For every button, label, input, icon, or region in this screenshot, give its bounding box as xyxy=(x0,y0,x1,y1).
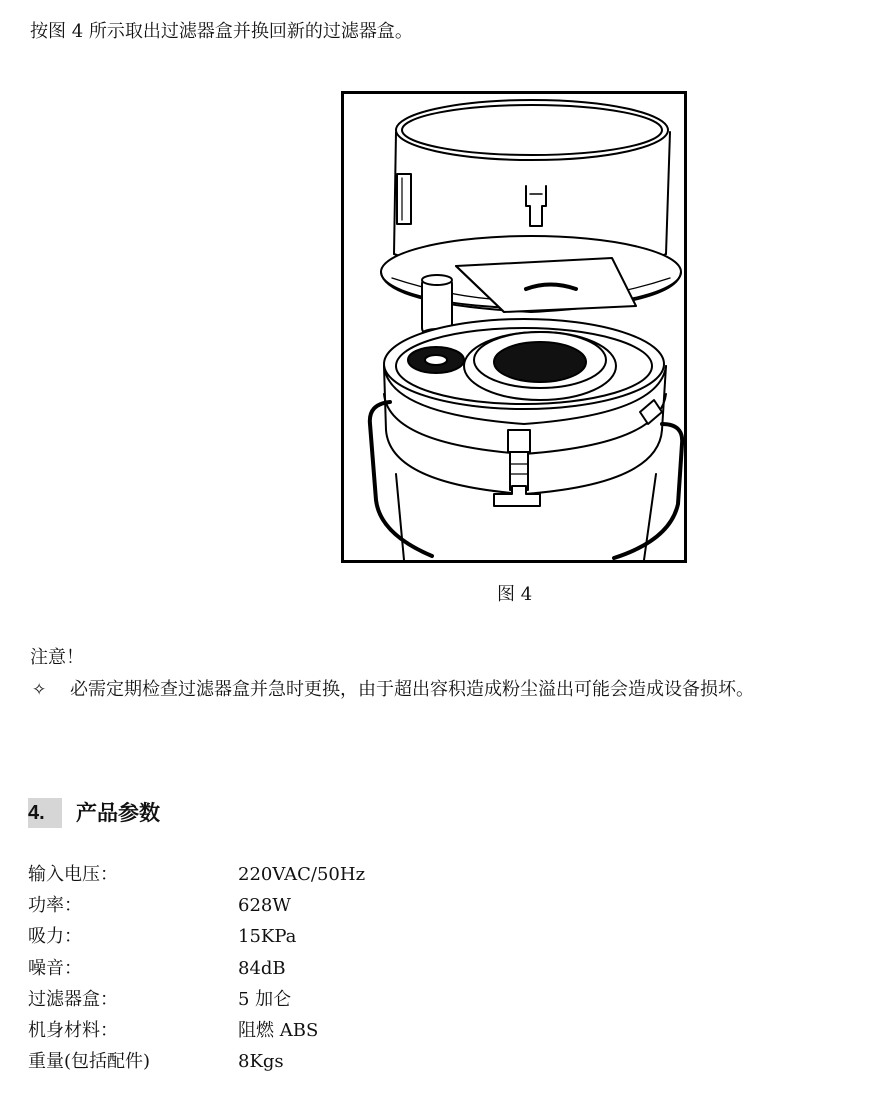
spec-label: 机身材料： xyxy=(28,1019,118,1041)
spec-label: 输入电压： xyxy=(28,864,118,885)
notice-title: 注意！ xyxy=(30,647,84,668)
section-header xyxy=(28,798,160,828)
spec-label: 过滤器盒： xyxy=(28,988,118,1010)
spec-value: 220VAC/50Hz xyxy=(238,864,366,885)
figure-caption: 图 4 xyxy=(497,584,533,605)
diamond-bullet-icon: ✧ xyxy=(32,680,47,700)
spec-label: 吸力： xyxy=(28,926,82,948)
instruction-text: 按图 4 所示取出过滤器盒并换回新的过滤器盒。 xyxy=(30,21,413,42)
spec-label: 噪音： xyxy=(28,957,82,979)
spec-label: 重量(包括配件) xyxy=(28,1051,151,1073)
tank-drawing xyxy=(370,319,682,560)
notice-text: 必需定期检查过滤器盒并急时更换，由于超出容积造成粉尘溢出可能会造成设备损坏。 xyxy=(70,679,754,700)
spec-value: 628W xyxy=(238,895,291,917)
spec-value: 5 加仑 xyxy=(238,988,292,1010)
spec-value: 84dB xyxy=(238,957,286,979)
lifted-motor-head-drawing xyxy=(381,100,681,339)
spec-value: 阻燃 ABS xyxy=(238,1019,319,1041)
spec-value: 15KPa xyxy=(238,926,297,948)
section-number: 4. xyxy=(28,798,62,828)
spec-value: 8Kgs xyxy=(238,1051,284,1073)
section-title: 产品参数 xyxy=(76,801,160,825)
figure-4-illustration xyxy=(341,91,687,563)
spec-label: 功率： xyxy=(28,895,82,917)
